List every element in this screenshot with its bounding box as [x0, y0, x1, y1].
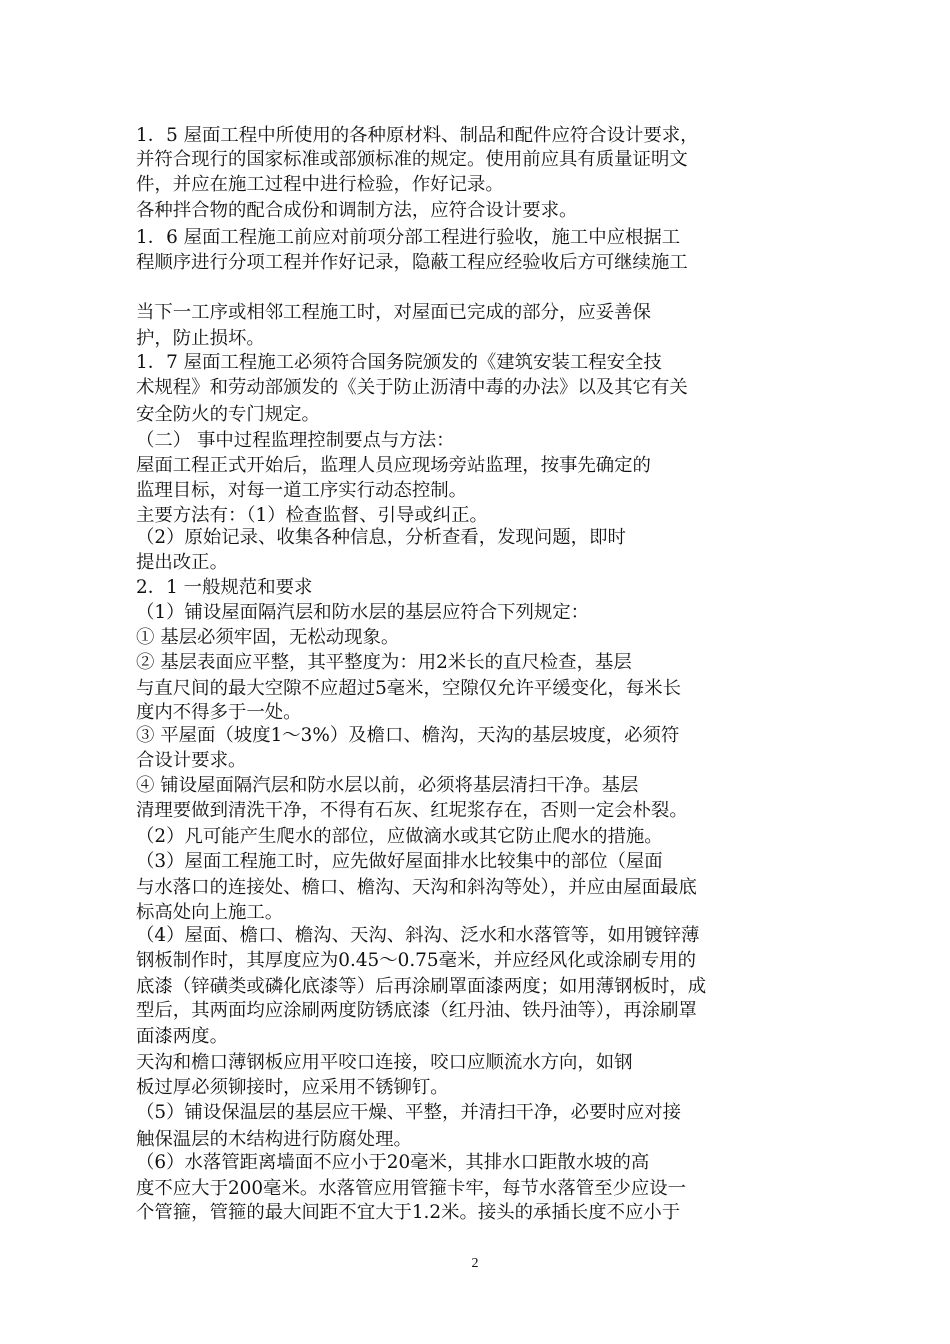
text-line: 触保温层的木结构进行防腐处理。	[136, 1129, 412, 1150]
text-line: 2．1 一般规范和要求	[136, 577, 313, 598]
text-line: 合设计要求。	[136, 750, 247, 771]
text-line: （二） 事中过程监理控制要点与方法：	[136, 430, 455, 451]
text-line: ③ 平屋面（坡度1～3%）及檐口、檐沟，天沟的基层坡度，必须符	[136, 725, 680, 746]
text-line: 监理目标，对每一道工序实行动态控制。	[136, 480, 468, 501]
text-line: 护，防止损坏。	[136, 328, 265, 349]
text-line: 与水落口的连接处、檐口、檐沟、天沟和斜沟等处），并应由屋面最底	[136, 877, 697, 898]
text-line: （4）屋面、檐口、檐沟、天沟、斜沟、泛水和水落管等，如用镀锌薄	[136, 925, 700, 946]
text-line: 1．7 屋面工程施工必须符合国务院颁发的《建筑安装工程安全技	[136, 352, 662, 373]
text-line: 件，并应在施工过程中进行检验，作好记录。	[136, 174, 504, 195]
text-line: 程顺序进行分项工程并作好记录，隐蔽工程应经验收后方可继续施工	[136, 252, 688, 273]
text-line: 提出改正。	[136, 552, 228, 573]
text-line: ④ 铺设屋面隔汽层和防水层以前，必须将基层清扫干净。基层	[136, 775, 639, 796]
text-line: （1）铺设屋面隔汽层和防水层的基层应符合下列规定：	[136, 602, 590, 623]
text-line: 面漆两度。	[136, 1026, 228, 1047]
text-line: ② 基层表面应平整，其平整度为：用2米长的直尺检查，基层	[136, 652, 632, 673]
text-line: 与直尺间的最大空隙不应超过5毫米，空隙仅允许平缓变化，每米长	[136, 678, 682, 699]
text-line: 钢板制作时，其厚度应为0.45～0.75毫米，并应经风化或涂刷专用的	[136, 950, 697, 971]
text-line: 清理要做到清洗干净，不得有石灰、红坭浆存在，否则一定会朴裂。	[136, 800, 688, 821]
text-line: （6）水落管距离墙面不应小于20毫米，其排水口距散水坡的高	[136, 1152, 650, 1173]
text-line: 个管箍，管箍的最大间距不宜大于1.2米。接头的承插长度不应小于	[136, 1202, 681, 1223]
text-line: 安全防火的专门规定。	[136, 404, 320, 425]
text-line: 度内不得多于一处。	[136, 702, 302, 723]
text-line: 度不应大于200毫米。水落管应用管箍卡牢，每节水落管至少应设一	[136, 1178, 687, 1199]
text-line: 板过厚必须铆接时，应采用不锈铆钉。	[136, 1077, 449, 1098]
page-number: 2	[471, 1256, 479, 1271]
text-line: 标高处向上施工。	[136, 902, 284, 923]
text-line: 当下一工序或相邻工程施工时，对屋面已完成的部分，应妥善保	[136, 302, 651, 323]
text-line: 屋面工程正式开始后，监理人员应现场旁站监理，按事先确定的	[136, 455, 651, 476]
text-line: 并符合现行的国家标准或部颁标准的规定。使用前应具有质量证明文	[136, 149, 688, 170]
text-line: （3）屋面工程施工时，应先做好屋面排水比较集中的部位（屋面	[136, 851, 663, 872]
text-line: 1．5 屋面工程中所使用的各种原材料、制品和配件应符合设计要求，	[136, 125, 699, 146]
text-line: （2）凡可能产生爬水的部位，应做滴水或其它防止爬水的措施。	[136, 826, 663, 847]
text-line: 术规程》和劳动部颁发的《关于防止沥清中毒的办法》以及其它有关	[136, 377, 688, 398]
text-line: 天沟和檐口薄钢板应用平咬口连接，咬口应顺流水方向，如钢	[136, 1052, 633, 1073]
text-line: 型后，其两面均应涂刷两度防锈底漆（红丹油、铁丹油等），再涂刷罩	[136, 1000, 697, 1021]
text-line: 主要方法有：（1）检查监督、引导或纠正。	[136, 505, 488, 526]
text-line: （2）原始记录、收集各种信息，分析查看，发现问题，即时	[136, 527, 626, 548]
text-line: 1．6 屋面工程施工前应对前项分部工程进行验收，施工中应根据工	[136, 227, 681, 248]
text-line: ① 基层必须牢固，无松动现象。	[136, 627, 400, 648]
text-line: 底漆（锌磺类或磷化底漆等）后再涂刷罩面漆两度；如用薄钢板时，成	[136, 976, 707, 997]
text-line: （5）铺设保温层的基层应干燥、平整，并清扫干净，必要时应对接	[136, 1102, 682, 1123]
text-line: 各种拌合物的配合成份和调制方法，应符合设计要求。	[136, 200, 578, 221]
